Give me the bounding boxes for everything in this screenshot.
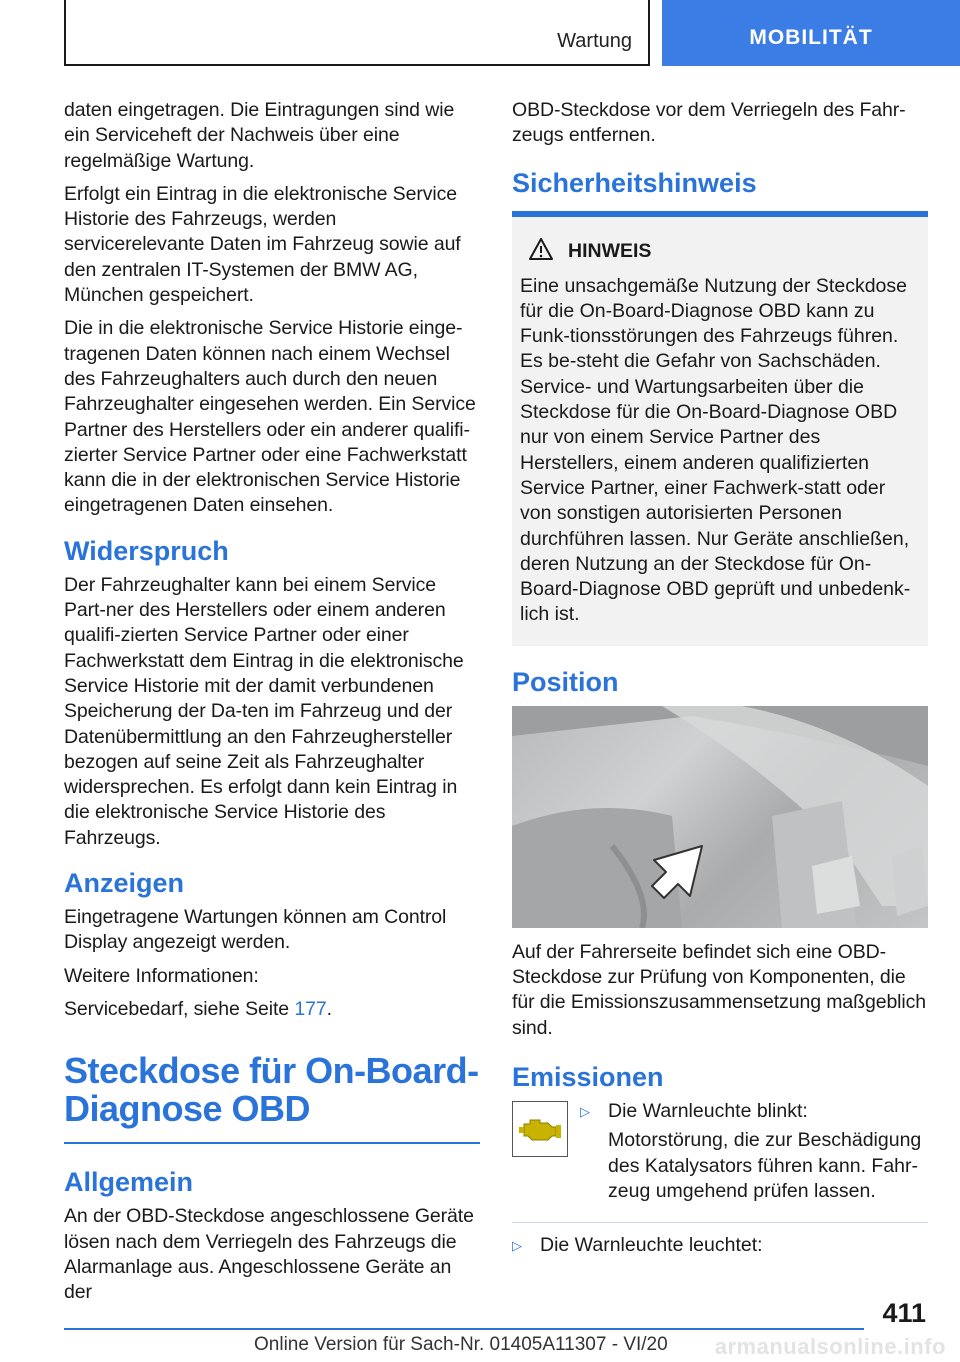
heading-widerspruch: Widerspruch bbox=[64, 535, 229, 566]
heading-emissionen: Emissionen bbox=[512, 1061, 664, 1092]
service-reference bbox=[64, 997, 480, 1022]
notice-header bbox=[528, 237, 920, 266]
reference-text: Servicebedarf, siehe Seite bbox=[64, 997, 295, 1020]
notice-box bbox=[512, 217, 928, 646]
obd-position-photo bbox=[512, 706, 928, 928]
paragraph: Eingetragene Wartungen können am Control Display angezeigt werden. bbox=[64, 906, 447, 954]
paragraph: daten eingetragen. Die Eintragungen sind wie ein Serviceheft der Nachweis über eine regelmäßige Wartung. bbox=[64, 99, 455, 172]
list-item-detail: Motorstörung, die zur Beschädigung des Katalysators führen kann. Fahr‐zeug umgehend prüfen lassen. bbox=[608, 1129, 922, 1202]
paragraph: Weitere Informationen: bbox=[64, 964, 259, 987]
section-title: Wartung bbox=[557, 30, 632, 52]
left-column bbox=[64, 98, 480, 1313]
paragraph: Der Fahrzeughalter kann bei einem Service Part‐ner des Herstellers oder einem anderen qualifi‐zierten Service Partner oder einer Fachwerkstatt dem Eintrag in die elektronische Service Historie mit der damit verbundenen Speicherung der Da‐ten im Fahrzeug und der Datenübermittlung an den Fahrzeughersteller bezogen auf seine Zeit als Fahrzeughalter widersprechen. Es erfolgt dann kein Eintrag in die elektronische Service Historie des Fahrzeugs. bbox=[64, 573, 464, 849]
header-frame bbox=[64, 0, 650, 66]
list-item: ▷ Die Warnleuchte leuchtet: bbox=[512, 1233, 928, 1258]
right-column bbox=[512, 98, 928, 1262]
heading-position: Position bbox=[512, 666, 619, 697]
chapter-tab[interactable]: MOBILITÄT bbox=[662, 0, 960, 66]
online-version-note: Online Version für Sach-Nr. 01405A11307 - VI/20 bbox=[254, 1334, 668, 1355]
paragraph: Erfolgt ein Eintrag in die elektronische Service Historie des Fahrzeugs, werden servicerelevante Daten im Fahrzeug sowie auf den zentralen IT-Systemen der BMW AG, München gespeichert. bbox=[64, 182, 461, 307]
heading-anzeigen: Anzeigen bbox=[64, 868, 185, 899]
paragraph: Auf der Fahrerseite befindet sich eine OBD-Steckdose zur Prüfung von Komponenten, die für die Emissionszusammensetzung maßgeblich sind. bbox=[512, 940, 927, 1039]
notice-title: HINWEIS bbox=[568, 239, 652, 262]
footer-line bbox=[64, 1328, 864, 1330]
triangle-bullet-icon: ▷ bbox=[512, 1238, 522, 1254]
list-item: ▷ Die Warnleuchte blinkt: bbox=[580, 1099, 928, 1124]
watermark: armanualsonline.info bbox=[714, 1334, 946, 1359]
paragraph: OBD-Steckdose vor dem Verriegeln des Fahr‐zeugs entfernen. bbox=[512, 99, 906, 147]
paragraph: An der OBD-Steckdose angeschlossene Geräte lösen nach dem Verriegeln des Fahrzeugs die Alarmanlage aus. Angeschlossene Geräte an der bbox=[64, 1205, 474, 1304]
reference-suffix: . bbox=[326, 997, 332, 1020]
page-number: 411 bbox=[882, 1298, 926, 1328]
warning-lamp-entry bbox=[512, 1099, 928, 1212]
page-link[interactable]: 177 bbox=[294, 997, 327, 1020]
heading-sicherheitshinweis: Sicherheitshinweis bbox=[512, 167, 757, 198]
heading-allgemein: Allgemein bbox=[64, 1167, 194, 1198]
paragraph: Die in die elektronische Service Historie einge‐tragenen Daten können nach einem Wechsel des Fahrzeughalters auch durch den neuen Fahrzeughalter eingesehen werden. Ein Service Partner des Herstellers oder ein anderer qualifi‐zierter Service Partner oder eine Fachwerkstatt kann die in der elektronischen Service Historie eingetragenen Daten einsehen. bbox=[64, 317, 476, 517]
chapter-heading: Steckdose für On-Board-Diagnose OBD bbox=[64, 1052, 480, 1144]
notice-text: Eine unsachgemäße Nutzung der Steckdose für die On-Board-Diagnose OBD kann zu Funk‐tionsstörungen des Fahrzeugs führen. Es be‐steht die Gefahr von Sachschäden. Service- und Wartungsarbeiten über die Steckdose für die On-Board-Diagnose OBD nur von einem Service Partner des Herstellers, einem anderen qualifizierten Service Partner, einer Fachwerk‐statt oder von sonstigen autorisierten Personen durchführen lassen. Nur Geräte anschließen, deren Nutzung an der Steckdose für On-Board-Diagnose OBD geprüft und unbedenk‐lich ist. bbox=[520, 274, 911, 626]
divider bbox=[512, 1222, 928, 1223]
warning-lamp-text bbox=[580, 1099, 928, 1212]
warning-triangle-icon bbox=[528, 237, 554, 266]
engine-warning-lamp-icon bbox=[512, 1101, 568, 1157]
triangle-bullet-icon: ▷ bbox=[580, 1103, 590, 1119]
